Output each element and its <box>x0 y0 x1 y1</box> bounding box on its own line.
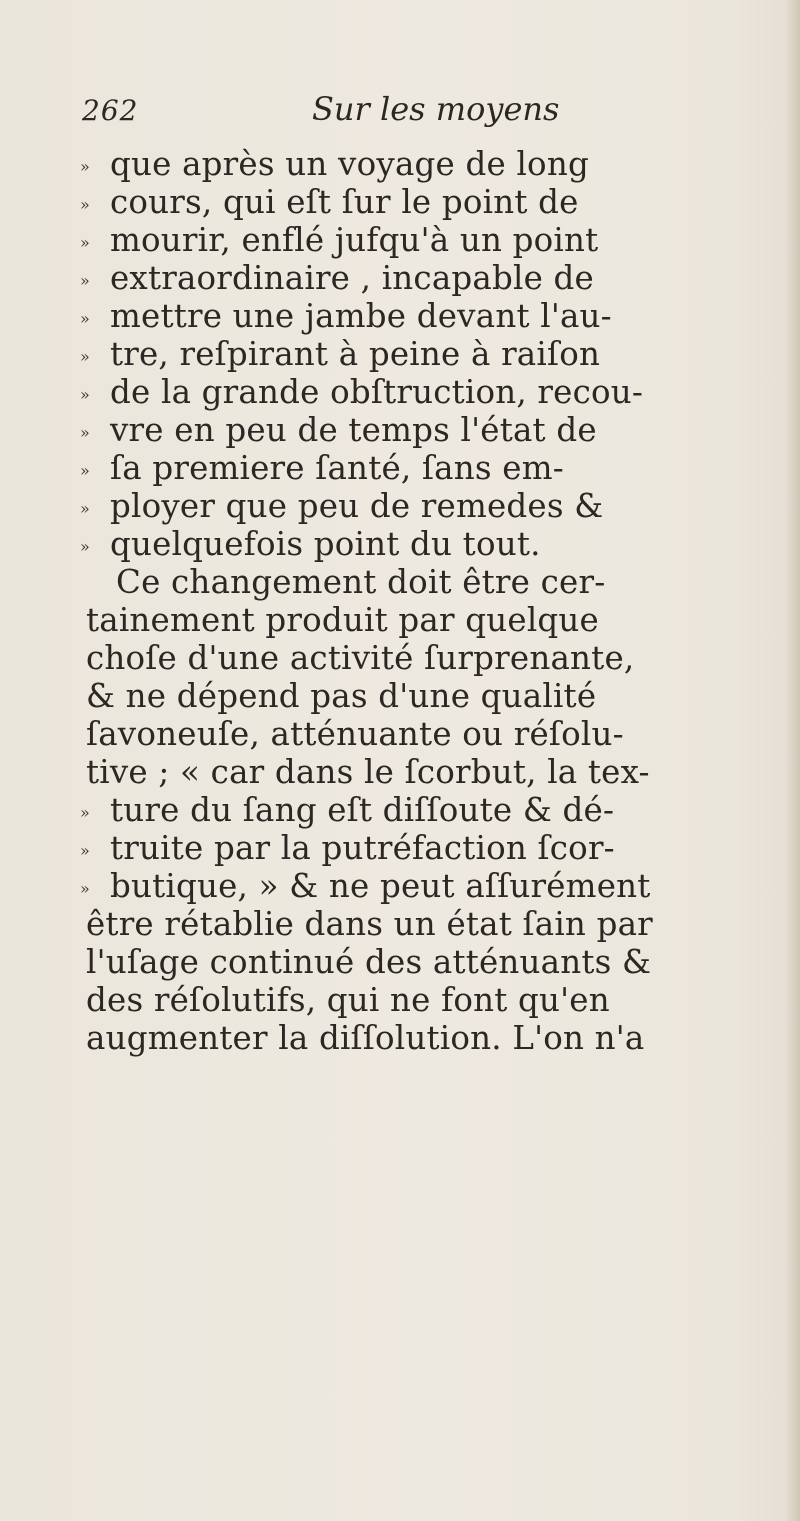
quote-mark: » <box>80 194 90 214</box>
page-number: 262 <box>82 94 139 127</box>
text-line <box>80 867 776 905</box>
line-text: & ne dépend pas d'une qualité <box>86 677 597 715</box>
text-line <box>86 1019 776 1057</box>
quote-mark: » <box>80 422 90 442</box>
text-line <box>86 601 776 639</box>
running-head: Sur les moyens <box>312 90 560 128</box>
line-text: vre en peu de temps l'état de <box>110 411 597 449</box>
line-text: ployer que peu de remedes & <box>110 487 604 525</box>
line-text: des réſolutifs, qui ne font qu'en <box>86 981 610 1019</box>
line-text: tre, reſpirant à peine à raiſon <box>110 335 601 373</box>
line-text: que après un voyage de long <box>110 145 589 183</box>
quote-mark: » <box>80 840 90 860</box>
quote-mark: » <box>80 536 90 556</box>
quote-mark: » <box>80 384 90 404</box>
text-line <box>86 943 776 981</box>
text-line <box>86 563 776 601</box>
text-line <box>80 373 776 411</box>
quote-mark: » <box>80 270 90 290</box>
text-line <box>80 335 776 373</box>
body-text <box>80 145 776 1057</box>
text-line <box>86 753 776 791</box>
text-line <box>80 791 776 829</box>
line-text: mettre une jambe devant l'au- <box>110 297 612 335</box>
text-line <box>80 297 776 335</box>
text-line <box>86 677 776 715</box>
line-text: de la grande obſtruction, recou- <box>110 373 644 411</box>
page-edge-shadow <box>786 0 800 1521</box>
text-line <box>86 905 776 943</box>
page-header <box>82 90 682 140</box>
line-text: tive ; « car dans le ſcorbut, la tex- <box>86 753 650 791</box>
line-text: ture du ſang eſt diſſoute & dé- <box>110 791 615 829</box>
text-line <box>80 449 776 487</box>
text-line <box>80 525 776 563</box>
line-text: ſavoneuſe, atténuante ou réſolu- <box>86 715 624 753</box>
line-text: choſe d'une activité ſurprenante, <box>86 639 635 677</box>
text-line <box>86 715 776 753</box>
line-text: cours, qui eſt ſur le point de <box>110 183 579 221</box>
line-text: tainement produit par quelque <box>86 601 599 639</box>
line-text: extraordinaire , incapable de <box>110 259 594 297</box>
line-text: être rétablie dans un état ſain par <box>86 905 653 943</box>
quote-mark: » <box>80 498 90 518</box>
line-text: mourir, enflé jufqu'à un point <box>110 221 599 259</box>
text-line <box>80 221 776 259</box>
text-line <box>80 183 776 221</box>
line-text: l'uſage continué des atténuants & <box>86 943 652 981</box>
quote-mark: » <box>80 308 90 328</box>
text-line <box>80 411 776 449</box>
line-text: truite par la putréfaction ſcor- <box>110 829 615 867</box>
text-line <box>86 981 776 1019</box>
text-line <box>80 829 776 867</box>
line-text: augmenter la diſſolution. L'on n'a <box>86 1019 645 1057</box>
line-text: quelquefois point du tout. <box>110 525 541 563</box>
text-line <box>80 145 776 183</box>
text-line <box>80 259 776 297</box>
text-line <box>80 487 776 525</box>
line-text: butique, » & ne peut aſſurément <box>110 867 651 905</box>
text-line <box>86 639 776 677</box>
quote-mark: » <box>80 460 90 480</box>
line-text: Ce changement doit être cer- <box>116 563 606 601</box>
quote-mark: » <box>80 878 90 898</box>
line-text: ſa premiere ſanté, ſans em- <box>110 449 564 487</box>
quote-mark: » <box>80 346 90 366</box>
quote-mark: » <box>80 232 90 252</box>
quote-mark: » <box>80 802 90 822</box>
quote-mark: » <box>80 156 90 176</box>
